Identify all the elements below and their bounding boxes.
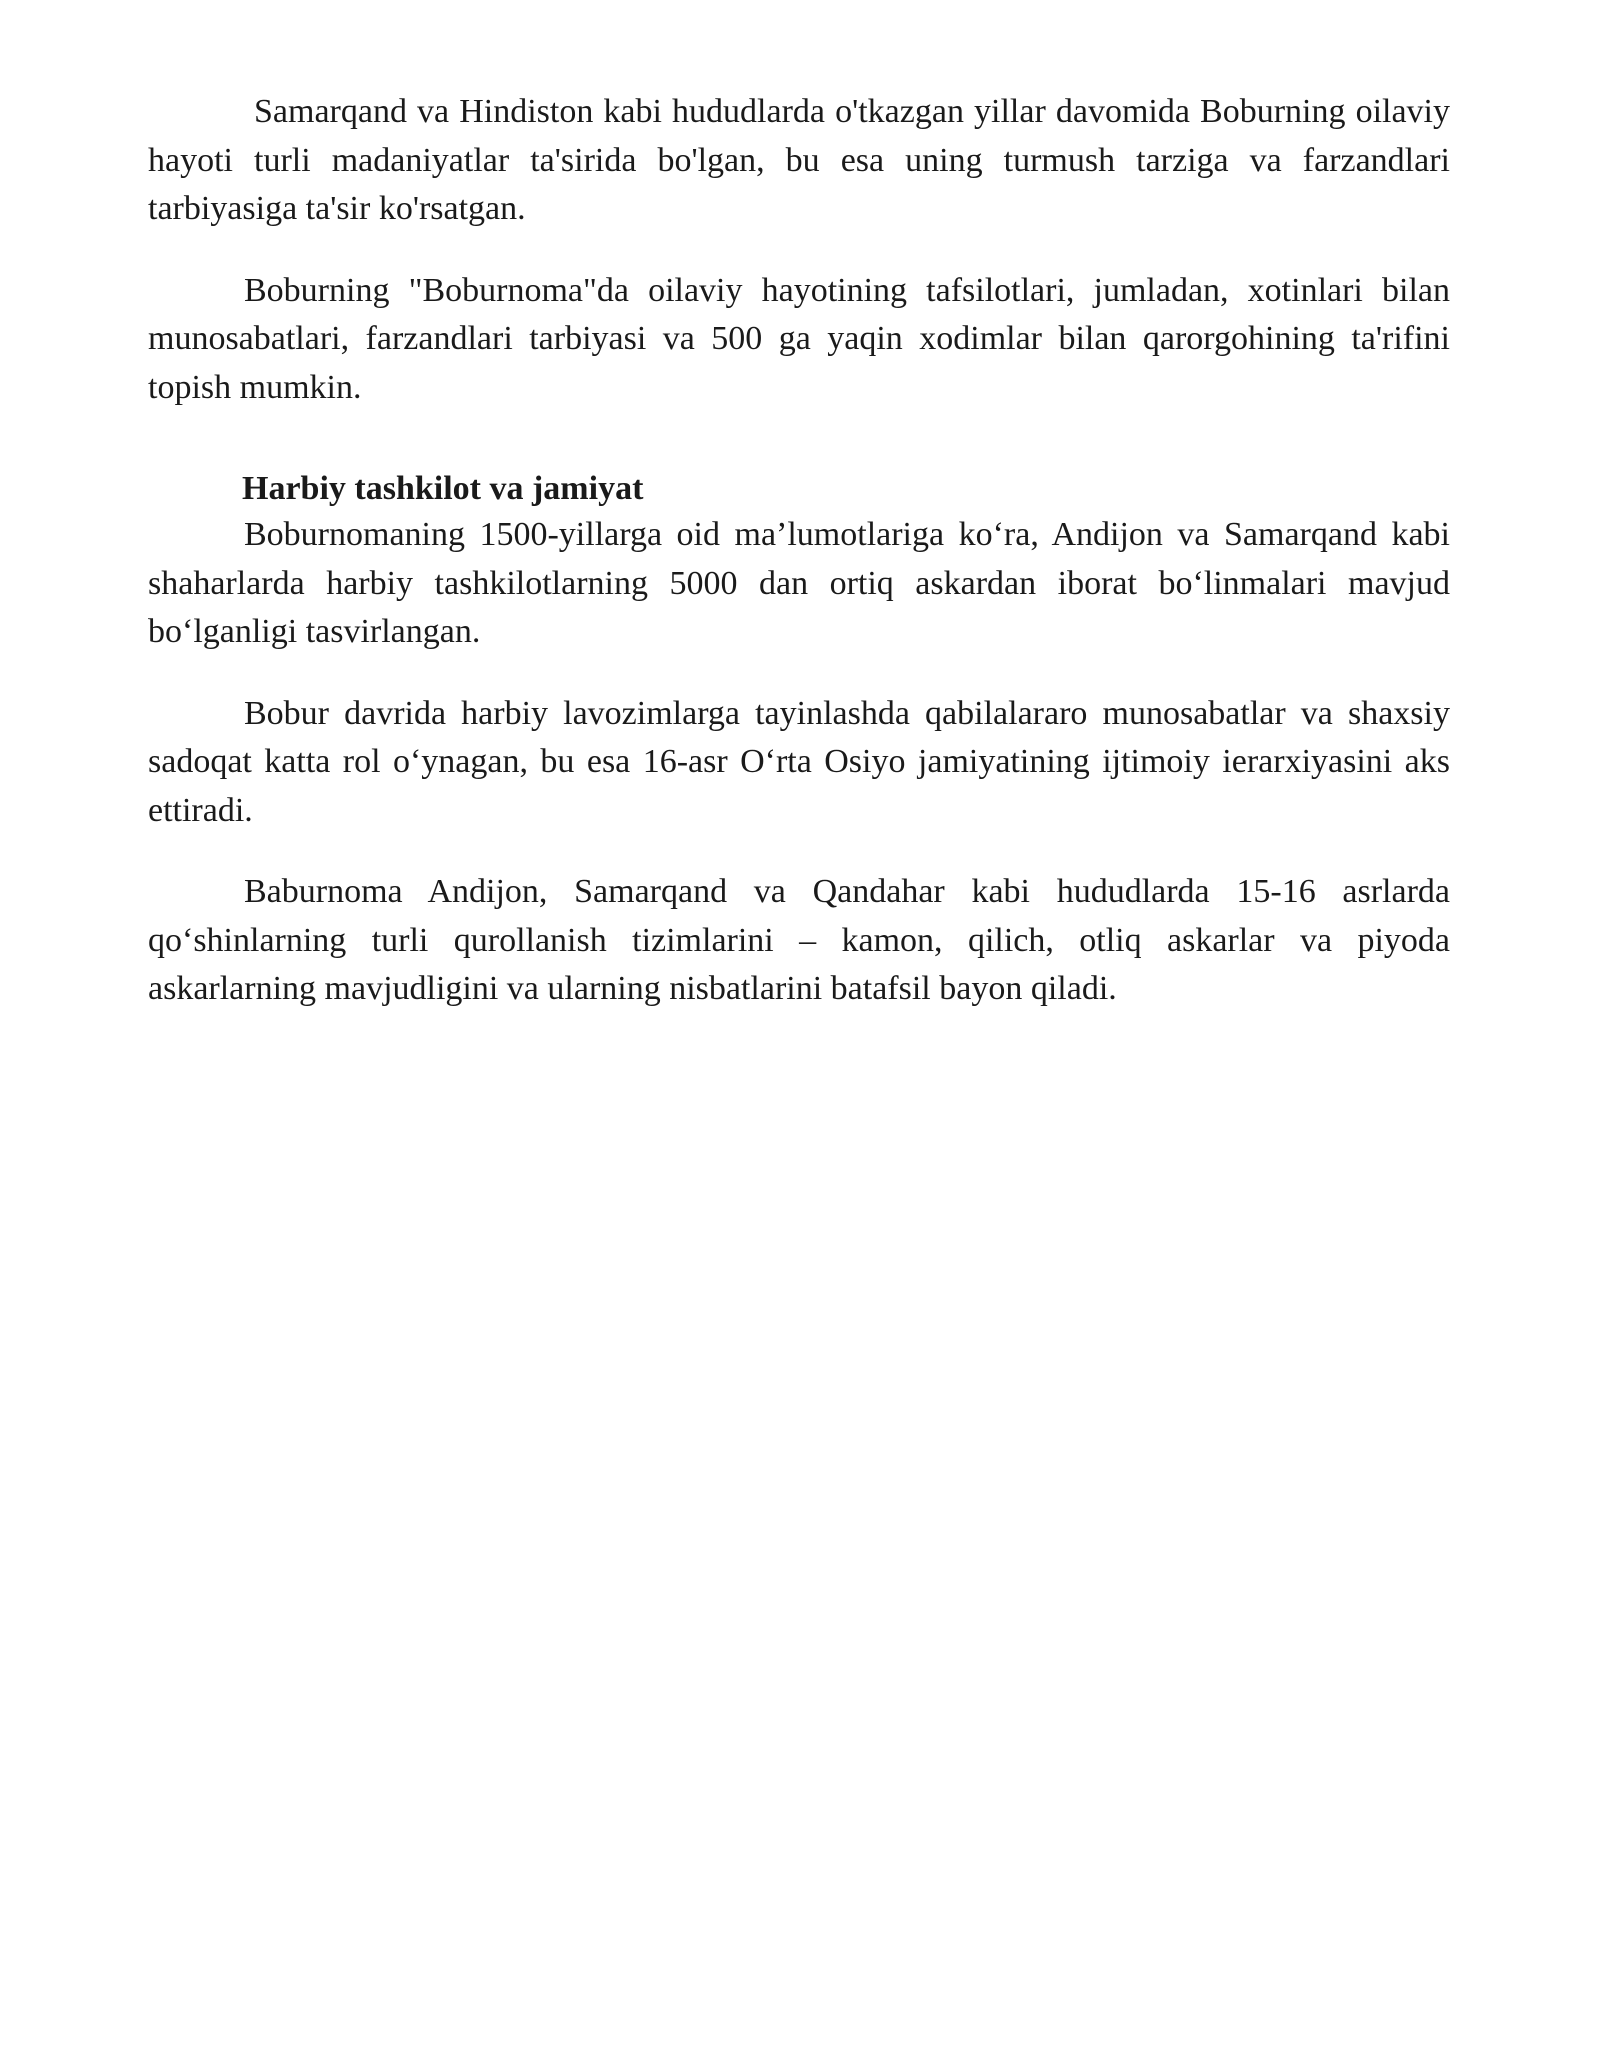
paragraph-military-appointments: Bobur davrida harbiy lavozimlarga tayinlashda qabilalararo munosabatlar va shaxsiy sadoqat katta rol oʻynagan, bu esa 16-asr Oʻrta Osiyo jamiyatining ijtimoiy ierarxiyasini aks ettiradi.: [148, 694, 1450, 829]
paragraph-military-units: Boburnomaning 1500-yillarga oid ma’lumotlariga koʻra, Andijon va Samarqand kabi shaharlarda harbiy tashkilotlarning 5000 dan ortiq askardan iborat boʻlinmalari mavjud boʻlganligi tasvirlangan.: [148, 516, 1450, 650]
paragraph-spacer: [148, 234, 1450, 267]
section-heading: Harbiy tashkilot va jamiyat: [242, 470, 644, 507]
document-page: [148, 88, 1450, 1014]
paragraph-boburnoma-family-details: Boburning "Boburnoma"da oilaviy hayotining tafsilotlari, jumladan, xotinlari bilan munosabatlari, farzandlari tarbiyasi va 500 ga yaqin xodimlar bilan qarorgohining ta'rifini topish mumkin.: [148, 271, 1450, 406]
paragraph-spacer: [148, 835, 1450, 868]
section-spacer: [148, 412, 1450, 465]
paragraph-spacer: [148, 657, 1450, 690]
paragraph-family-life-intro: Samarqand va Hindiston kabi hududlarda o'tkazgan yillar davomida Boburning oilaviy hayoti turli madaniyatlar ta'sirida bo'lgan, bu esa uning turmush tarziga va farzandlari tarbiyasiga ta'sir ko'rsatgan.: [148, 93, 1450, 227]
paragraph-armament-systems: Baburnoma Andijon, Samarqand va Qandahar kabi hududlarda 15-16 asrlarda qoʻshinlarning turli qurollanish tizimlarini – kamon, qilich, otliq askarlar va piyoda askarlarning mavjudligini va ularning nisbatlarini batafsil bayon qiladi.: [148, 873, 1450, 1007]
